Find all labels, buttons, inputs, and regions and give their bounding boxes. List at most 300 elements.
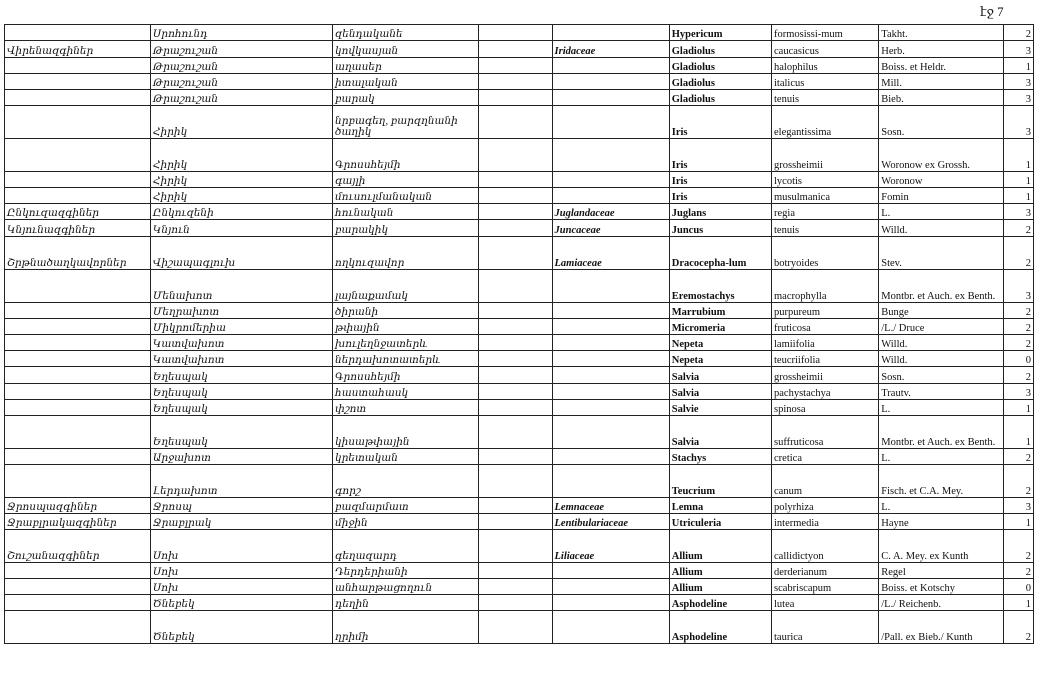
species-latin: scabriscapum	[772, 579, 879, 595]
genus-latin: Iris	[669, 139, 771, 172]
author-cell: Trautv.	[879, 384, 1004, 400]
family-latin	[552, 270, 669, 303]
genus-latin: Allium	[669, 530, 771, 563]
blank-cell	[478, 188, 552, 204]
species-latin: polyrhiza	[772, 498, 879, 514]
author-cell: Bieb.	[879, 90, 1004, 106]
family-latin	[552, 335, 669, 351]
genus-armenian: Մեղրախոտ	[150, 303, 332, 319]
family-latin: Lemnaceae	[552, 498, 669, 514]
score-cell: 3	[1003, 270, 1033, 303]
blank-cell	[478, 416, 552, 449]
species-armenian: գայլի	[333, 172, 479, 188]
author-cell: Regel	[879, 563, 1004, 579]
blank-cell	[478, 595, 552, 611]
species-latin: purpureum	[772, 303, 879, 319]
table-row	[5, 58, 1034, 74]
author-cell: L.	[879, 449, 1004, 465]
species-latin: botryoides	[772, 237, 879, 270]
blank-cell	[478, 498, 552, 514]
score-cell: 2	[1003, 335, 1033, 351]
author-cell: Willd.	[879, 351, 1004, 367]
genus-latin: Teucrium	[669, 465, 771, 498]
family-latin: Juncaceae	[552, 220, 669, 237]
score-cell: 1	[1003, 172, 1033, 188]
table-row	[5, 514, 1034, 530]
genus-latin: Hypericum	[669, 25, 771, 41]
blank-cell	[478, 25, 552, 41]
blank-cell	[478, 514, 552, 530]
family-armenian	[5, 270, 151, 303]
family-latin	[552, 579, 669, 595]
species-latin: spinosa	[772, 400, 879, 416]
genus-armenian: Սոխ	[150, 563, 332, 579]
table-row	[5, 449, 1034, 465]
family-latin	[552, 449, 669, 465]
species-armenian: միջին	[333, 514, 479, 530]
species-armenian: դեղին	[333, 595, 479, 611]
table-row	[5, 351, 1034, 367]
family-latin	[552, 595, 669, 611]
species-latin: tenuis	[772, 90, 879, 106]
table-row	[5, 465, 1034, 498]
species-armenian: Դերդերիանի	[333, 563, 479, 579]
species-armenian: հունական	[333, 204, 479, 220]
species-armenian: Գրոսսհեյմի	[333, 139, 479, 172]
species-latin: grossheimii	[772, 367, 879, 384]
species-latin: halophilus	[772, 58, 879, 74]
author-cell: Montbr. et Auch. ex Benth.	[879, 416, 1004, 449]
species-armenian: կիսաթփային	[333, 416, 479, 449]
genus-latin: Iris	[669, 106, 771, 139]
family-armenian: Շրթնածաղկավորներ	[5, 237, 151, 270]
author-cell: Herb.	[879, 41, 1004, 58]
author-cell: L.	[879, 498, 1004, 514]
blank-cell	[478, 579, 552, 595]
score-cell: 0	[1003, 351, 1033, 367]
blank-cell	[478, 319, 552, 335]
family-armenian	[5, 303, 151, 319]
blank-cell	[478, 335, 552, 351]
blank-cell	[478, 172, 552, 188]
genus-latin: Nepeta	[669, 351, 771, 367]
table-row	[5, 270, 1034, 303]
species-armenian: կովկասյան	[333, 41, 479, 58]
genus-armenian: Սոխ	[150, 530, 332, 563]
family-latin	[552, 400, 669, 416]
author-cell: Mill.	[879, 74, 1004, 90]
blank-cell	[478, 139, 552, 172]
family-armenian: Ընկուզազգիներ	[5, 204, 151, 220]
family-armenian	[5, 58, 151, 74]
family-latin: Liliaceae	[552, 530, 669, 563]
family-latin	[552, 563, 669, 579]
family-armenian	[5, 449, 151, 465]
author-cell: Boiss. et Heldr.	[879, 58, 1004, 74]
blank-cell	[478, 270, 552, 303]
table-row	[5, 237, 1034, 270]
blank-cell	[478, 303, 552, 319]
species-armenian: բարակիկ	[333, 220, 479, 237]
score-cell: 2	[1003, 25, 1033, 41]
author-cell: C. A. Mey. ex Kunth	[879, 530, 1004, 563]
species-latin: lycotis	[772, 172, 879, 188]
table-row	[5, 530, 1034, 563]
blank-cell	[478, 106, 552, 139]
table-row	[5, 204, 1034, 220]
family-armenian	[5, 25, 151, 41]
table-row	[5, 106, 1034, 139]
family-armenian	[5, 400, 151, 416]
author-cell: Fomin	[879, 188, 1004, 204]
blank-cell	[478, 41, 552, 58]
species-latin: caucasicus	[772, 41, 879, 58]
author-cell: Boiss. et Kotschy	[879, 579, 1004, 595]
genus-armenian: Թրաշուշան	[150, 74, 332, 90]
genus-armenian: Թրաշուշան	[150, 41, 332, 58]
family-armenian	[5, 106, 151, 139]
table-row	[5, 367, 1034, 384]
family-armenian	[5, 465, 151, 498]
species-armenian: աղասեր	[333, 58, 479, 74]
family-latin: Juglandaceae	[552, 204, 669, 220]
table-row	[5, 41, 1034, 58]
blank-cell	[478, 237, 552, 270]
score-cell: 0	[1003, 579, 1033, 595]
species-latin: callidictyon	[772, 530, 879, 563]
genus-latin: Salvia	[669, 367, 771, 384]
score-cell: 1	[1003, 595, 1033, 611]
blank-cell	[478, 74, 552, 90]
species-latin: italicus	[772, 74, 879, 90]
species-latin: intermedia	[772, 514, 879, 530]
score-cell: 2	[1003, 611, 1033, 644]
species-latin: teucriifolia	[772, 351, 879, 367]
author-cell: Bunge	[879, 303, 1004, 319]
author-cell: Sosn.	[879, 106, 1004, 139]
family-latin: Iridaceae	[552, 41, 669, 58]
species-armenian: իտալական	[333, 74, 479, 90]
genus-latin: Dracocepha-lum	[669, 237, 771, 270]
family-armenian: Վիրենազգիներ	[5, 41, 151, 58]
table-row	[5, 74, 1034, 90]
family-latin	[552, 303, 669, 319]
author-cell: /Pall. ex Bieb./ Kunth	[879, 611, 1004, 644]
author-cell: Fisch. et C.A. Mey.	[879, 465, 1004, 498]
author-cell: Montbr. et Auch. ex Benth.	[879, 270, 1004, 303]
species-armenian: անհարթացողուն	[333, 579, 479, 595]
blank-cell	[478, 220, 552, 237]
family-latin	[552, 106, 669, 139]
author-cell: Hayne	[879, 514, 1004, 530]
table-row	[5, 595, 1034, 611]
table-row	[5, 319, 1034, 335]
family-armenian	[5, 172, 151, 188]
family-latin	[552, 90, 669, 106]
table-row	[5, 139, 1034, 172]
species-latin: pachystachya	[772, 384, 879, 400]
score-cell: 1	[1003, 139, 1033, 172]
score-cell: 3	[1003, 204, 1033, 220]
species-latin: suffruticosa	[772, 416, 879, 449]
score-cell: 2	[1003, 449, 1033, 465]
genus-armenian: Ծնեբեկ	[150, 611, 332, 644]
genus-latin: Stachys	[669, 449, 771, 465]
author-cell: Willd.	[879, 220, 1004, 237]
score-cell: 2	[1003, 530, 1033, 563]
author-cell: /L./ Reichenb.	[879, 595, 1004, 611]
family-latin	[552, 25, 669, 41]
species-latin: regia	[772, 204, 879, 220]
family-armenian: Ջրոսպազգիներ	[5, 498, 151, 514]
genus-armenian: Եղեսպակ	[150, 367, 332, 384]
family-latin: Lamiaceae	[552, 237, 669, 270]
species-armenian: խուլեղնջատերև	[333, 335, 479, 351]
species-armenian: լայնաքամակ	[333, 270, 479, 303]
author-cell: Woronow ex Grossh.	[879, 139, 1004, 172]
score-cell: 3	[1003, 41, 1033, 58]
family-armenian	[5, 384, 151, 400]
species-latin: lamiifolia	[772, 335, 879, 351]
species-latin: derderianum	[772, 563, 879, 579]
family-armenian	[5, 611, 151, 644]
family-armenian	[5, 90, 151, 106]
genus-latin: Salvie	[669, 400, 771, 416]
score-cell: 1	[1003, 400, 1033, 416]
species-armenian: գորշ	[333, 465, 479, 498]
genus-armenian: Կատվախոտ	[150, 351, 332, 367]
family-armenian	[5, 579, 151, 595]
genus-armenian: Ջրոսպ	[150, 498, 332, 514]
genus-latin: Marrubium	[669, 303, 771, 319]
blank-cell	[478, 90, 552, 106]
family-latin	[552, 139, 669, 172]
blank-cell	[478, 449, 552, 465]
table-row	[5, 220, 1034, 237]
species-armenian: ներդախոտատերև	[333, 351, 479, 367]
species-armenian: ղրիմի	[333, 611, 479, 644]
table-row	[5, 384, 1034, 400]
family-latin	[552, 367, 669, 384]
genus-latin: Salvia	[669, 384, 771, 400]
genus-latin: Juncus	[669, 220, 771, 237]
family-armenian	[5, 319, 151, 335]
family-armenian	[5, 351, 151, 367]
family-armenian: Կնյունազգիներ	[5, 220, 151, 237]
blank-cell	[478, 58, 552, 74]
genus-latin: Lemna	[669, 498, 771, 514]
genus-latin: Asphodeline	[669, 611, 771, 644]
table-row	[5, 303, 1034, 319]
genus-armenian: Հիրիկ	[150, 106, 332, 139]
genus-armenian: Հիրիկ	[150, 188, 332, 204]
family-latin	[552, 416, 669, 449]
author-cell: Woronow	[879, 172, 1004, 188]
species-latin: elegantissima	[772, 106, 879, 139]
table-row	[5, 188, 1034, 204]
species-armenian: զենդականե	[333, 25, 479, 41]
table-row	[5, 400, 1034, 416]
author-cell: L.	[879, 204, 1004, 220]
genus-latin: Iris	[669, 188, 771, 204]
genus-armenian: Ջրաբլրակ	[150, 514, 332, 530]
genus-armenian: Թրաշուշան	[150, 58, 332, 74]
family-armenian	[5, 563, 151, 579]
species-armenian: բարակ	[333, 90, 479, 106]
species-armenian: բազմարմատ	[333, 498, 479, 514]
score-cell: 2	[1003, 465, 1033, 498]
species-latin: cretica	[772, 449, 879, 465]
genus-armenian: Եղեսպակ	[150, 416, 332, 449]
family-latin	[552, 172, 669, 188]
family-armenian	[5, 595, 151, 611]
genus-latin: Gladiolus	[669, 41, 771, 58]
genus-armenian: Միկրոմերիա	[150, 319, 332, 335]
genus-armenian: Ընկուզենի	[150, 204, 332, 220]
genus-latin: Asphodeline	[669, 595, 771, 611]
species-latin: grossheimii	[772, 139, 879, 172]
species-latin: fruticosa	[772, 319, 879, 335]
family-latin	[552, 351, 669, 367]
species-armenian: նրբագեղ, բարզղնանի ծաղիկ	[333, 106, 479, 139]
family-armenian: Ջրաբլրակազգիներ	[5, 514, 151, 530]
score-cell: 1	[1003, 58, 1033, 74]
family-armenian	[5, 74, 151, 90]
family-latin	[552, 58, 669, 74]
family-armenian	[5, 416, 151, 449]
score-cell: 2	[1003, 303, 1033, 319]
genus-latin: Allium	[669, 579, 771, 595]
genus-latin: Gladiolus	[669, 58, 771, 74]
genus-armenian: Արջախոտ	[150, 449, 332, 465]
score-cell: 2	[1003, 563, 1033, 579]
genus-armenian: Կատվախոտ	[150, 335, 332, 351]
species-latin: taurica	[772, 611, 879, 644]
species-armenian: կրետական	[333, 449, 479, 465]
score-cell: 2	[1003, 237, 1033, 270]
score-cell: 2	[1003, 367, 1033, 384]
species-latin: lutea	[772, 595, 879, 611]
genus-armenian: Լերդախոտ	[150, 465, 332, 498]
score-cell: 3	[1003, 74, 1033, 90]
species-armenian: թփային	[333, 319, 479, 335]
genus-latin: Salvia	[669, 416, 771, 449]
blank-cell	[478, 204, 552, 220]
genus-armenian: Ծնեբեկ	[150, 595, 332, 611]
species-latin: canum	[772, 465, 879, 498]
score-cell: 2	[1003, 319, 1033, 335]
author-cell: Takht.	[879, 25, 1004, 41]
family-latin	[552, 465, 669, 498]
family-armenian	[5, 335, 151, 351]
genus-armenian: Կնյուն	[150, 220, 332, 237]
blank-cell	[478, 530, 552, 563]
score-cell: 2	[1003, 220, 1033, 237]
genus-latin: Utriculeria	[669, 514, 771, 530]
table-row	[5, 498, 1034, 514]
page-number: էջ 7	[980, 4, 1004, 19]
species-armenian: գեղազարդ	[333, 530, 479, 563]
genus-latin: Nepeta	[669, 335, 771, 351]
genus-latin: Gladiolus	[669, 90, 771, 106]
genus-armenian: Եղեսպակ	[150, 384, 332, 400]
genus-armenian: Մենախոտ	[150, 270, 332, 303]
table-row	[5, 416, 1034, 449]
score-cell: 3	[1003, 384, 1033, 400]
family-latin	[552, 74, 669, 90]
genus-armenian: Վիշապագլուխ	[150, 237, 332, 270]
author-cell: /L./ Druce	[879, 319, 1004, 335]
author-cell: L.	[879, 400, 1004, 416]
family-armenian	[5, 188, 151, 204]
table-row	[5, 25, 1034, 41]
blank-cell	[478, 400, 552, 416]
species-latin: tenuis	[772, 220, 879, 237]
score-cell: 1	[1003, 188, 1033, 204]
family-armenian: Շուշանազգիներ	[5, 530, 151, 563]
genus-armenian: Հիրիկ	[150, 139, 332, 172]
genus-armenian: Սրոհունդ	[150, 25, 332, 41]
score-cell: 1	[1003, 416, 1033, 449]
family-armenian	[5, 367, 151, 384]
table-row	[5, 335, 1034, 351]
table-row	[5, 579, 1034, 595]
species-table	[4, 24, 1034, 644]
genus-latin: Juglans	[669, 204, 771, 220]
species-armenian: մուսուլմանական	[333, 188, 479, 204]
author-cell: Sosn.	[879, 367, 1004, 384]
species-latin: musulmanica	[772, 188, 879, 204]
species-latin: formosissi-mum	[772, 25, 879, 41]
score-cell: 3	[1003, 498, 1033, 514]
genus-latin: Iris	[669, 172, 771, 188]
family-latin	[552, 188, 669, 204]
blank-cell	[478, 465, 552, 498]
genus-latin: Eremostachys	[669, 270, 771, 303]
species-armenian: ողկուզավոր	[333, 237, 479, 270]
blank-cell	[478, 367, 552, 384]
family-armenian	[5, 139, 151, 172]
genus-armenian: Թրաշուշան	[150, 90, 332, 106]
score-cell: 3	[1003, 106, 1033, 139]
species-armenian: փշոտ	[333, 400, 479, 416]
score-cell: 1	[1003, 514, 1033, 530]
table-row	[5, 90, 1034, 106]
table-row	[5, 563, 1034, 579]
author-cell: Willd.	[879, 335, 1004, 351]
species-armenian: ծիրանի	[333, 303, 479, 319]
table-row	[5, 172, 1034, 188]
genus-latin: Allium	[669, 563, 771, 579]
family-latin	[552, 611, 669, 644]
genus-armenian: Սոխ	[150, 579, 332, 595]
genus-latin: Micromeria	[669, 319, 771, 335]
family-latin	[552, 319, 669, 335]
family-latin: Lentibulariaceae	[552, 514, 669, 530]
family-latin	[552, 384, 669, 400]
blank-cell	[478, 351, 552, 367]
species-latin: macrophylla	[772, 270, 879, 303]
blank-cell	[478, 563, 552, 579]
genus-armenian: Եղեսպակ	[150, 400, 332, 416]
species-armenian: հաստահասկ	[333, 384, 479, 400]
genus-armenian: Հիրիկ	[150, 172, 332, 188]
blank-cell	[478, 611, 552, 644]
score-cell: 3	[1003, 90, 1033, 106]
table-row	[5, 611, 1034, 644]
genus-latin: Gladiolus	[669, 74, 771, 90]
species-armenian: Գրոսսհեյմի	[333, 367, 479, 384]
